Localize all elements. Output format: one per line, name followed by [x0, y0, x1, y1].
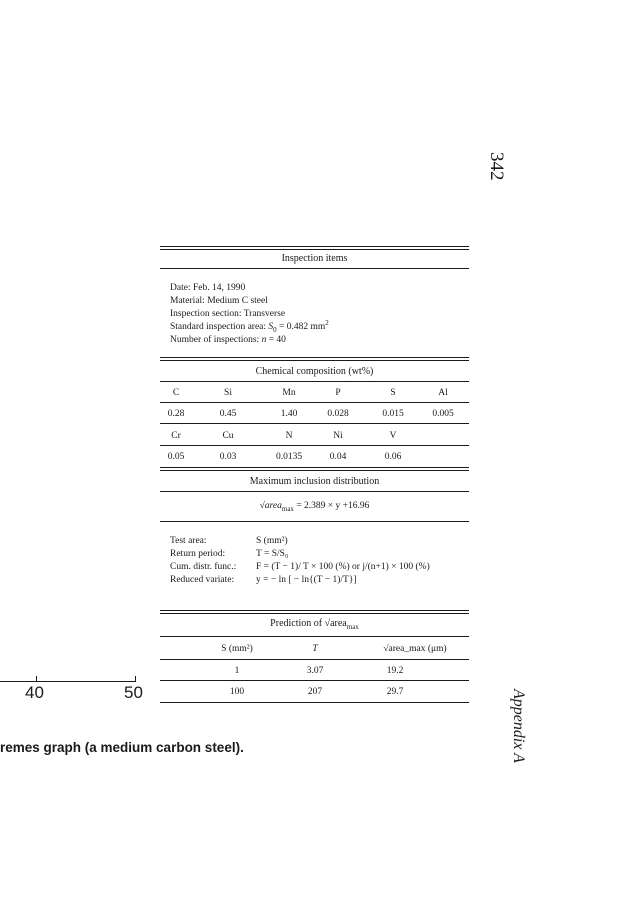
table-cell: 1 — [234, 666, 240, 676]
prediction-header-sub: max — [346, 623, 359, 631]
inspection-section: Inspection section: Transverse — [170, 309, 286, 319]
rule — [160, 381, 469, 382]
chem-element: V — [389, 431, 397, 441]
equation-sub: max — [281, 504, 294, 513]
table-cell: 207 — [307, 687, 323, 697]
area-symbol: S — [268, 322, 274, 332]
equation-rhs: = 2.389 × y +16.96 — [293, 501, 370, 511]
max-inclusion-equation — [160, 500, 469, 512]
chem-element: S — [390, 388, 396, 398]
area-label: Standard inspection area: — [170, 322, 269, 332]
rule — [160, 445, 469, 446]
rule — [160, 659, 469, 660]
area-sup: 2 — [325, 318, 329, 327]
figure-caption-fragment: remes graph (a medium carbon steel). — [0, 740, 244, 755]
rule — [160, 491, 469, 492]
x-axis-tick-label: 40 — [25, 683, 44, 702]
chem-value: 0.05 — [167, 452, 185, 462]
inspection-area — [170, 318, 329, 334]
max-inclusion-header: Maximum inclusion distribution — [249, 476, 380, 487]
inspection-material: Material: Medium C steel — [170, 296, 268, 306]
running-title: Appendix A — [510, 689, 527, 763]
table-cell: 29.7 — [386, 687, 404, 697]
table-cell: 3.07 — [306, 666, 324, 676]
column-header: T — [312, 644, 318, 654]
definition-label: Return period: — [170, 549, 226, 559]
inspection-header: Inspection items — [281, 253, 348, 264]
rule — [160, 702, 469, 703]
chem-value: 0.45 — [219, 409, 237, 419]
chem-element: Mn — [282, 388, 296, 398]
x-axis-tick — [135, 676, 136, 681]
count-label: Number of inspections: — [170, 335, 262, 345]
inspection-date: Date: Feb. 14, 1990 — [170, 283, 246, 293]
rule — [160, 610, 469, 614]
rule — [160, 680, 469, 681]
equation-lhs: √area — [259, 501, 282, 511]
chem-element: P — [335, 388, 341, 398]
definition-value: F = (T − 1)/ T × 100 (%) or j/(n+1) × 100 (%) — [256, 562, 430, 572]
page-number: 342 — [486, 152, 507, 181]
chem-element: Cr — [171, 431, 181, 441]
rule — [160, 268, 469, 269]
prediction-header-text: Prediction of √area — [270, 618, 347, 629]
chem-value: 0.015 — [382, 409, 404, 419]
rule — [160, 636, 469, 637]
rule — [160, 423, 469, 424]
chem-value: 0.005 — [432, 409, 454, 419]
definition-label: Test area: — [170, 536, 207, 546]
area-value: = 0.482 mm — [276, 322, 326, 332]
table-top-rule — [160, 246, 469, 250]
count-value: = 40 — [266, 335, 286, 345]
chem-value: 0.04 — [329, 452, 347, 462]
inspection-count — [170, 334, 286, 346]
area-sub: 0 — [273, 325, 277, 334]
chemical-header: Chemical composition (wt%) — [255, 366, 374, 377]
x-axis-line — [0, 681, 136, 682]
definition-value: y = − ln [ − ln{(T − 1)/T}] — [256, 575, 357, 585]
rule — [160, 467, 469, 471]
rule — [160, 357, 469, 361]
definition-label: Reduced variate: — [170, 575, 235, 585]
chem-value: 0.06 — [384, 452, 402, 462]
chem-value: 0.28 — [167, 409, 185, 419]
rule — [160, 521, 469, 522]
chem-element: N — [285, 431, 293, 441]
chem-element: Ni — [333, 431, 343, 441]
definition-value: T = S/S₀ — [256, 549, 289, 559]
column-header: S (mm²) — [221, 644, 253, 654]
table-cell: 19.2 — [386, 666, 404, 676]
chem-element: Al — [438, 388, 448, 398]
rule — [160, 402, 469, 403]
x-axis-tick — [36, 676, 37, 681]
chem-value: 1.40 — [280, 409, 298, 419]
chem-value: 0.03 — [219, 452, 237, 462]
count-symbol: n — [261, 335, 267, 345]
definition-label: Cum. distr. func.: — [170, 562, 237, 572]
definition-value: S (mm²) — [256, 536, 288, 546]
chem-element: Cu — [222, 431, 234, 441]
table-cell: 100 — [229, 687, 245, 697]
chem-value: 0.028 — [327, 409, 349, 419]
chem-element: C — [172, 388, 180, 398]
x-axis-tick-label: 50 — [124, 683, 143, 702]
chem-value: 0.0135 — [275, 452, 303, 462]
chem-element: Si — [224, 388, 232, 398]
prediction-header — [160, 618, 469, 630]
column-header: √area_max (μm) — [383, 644, 447, 654]
